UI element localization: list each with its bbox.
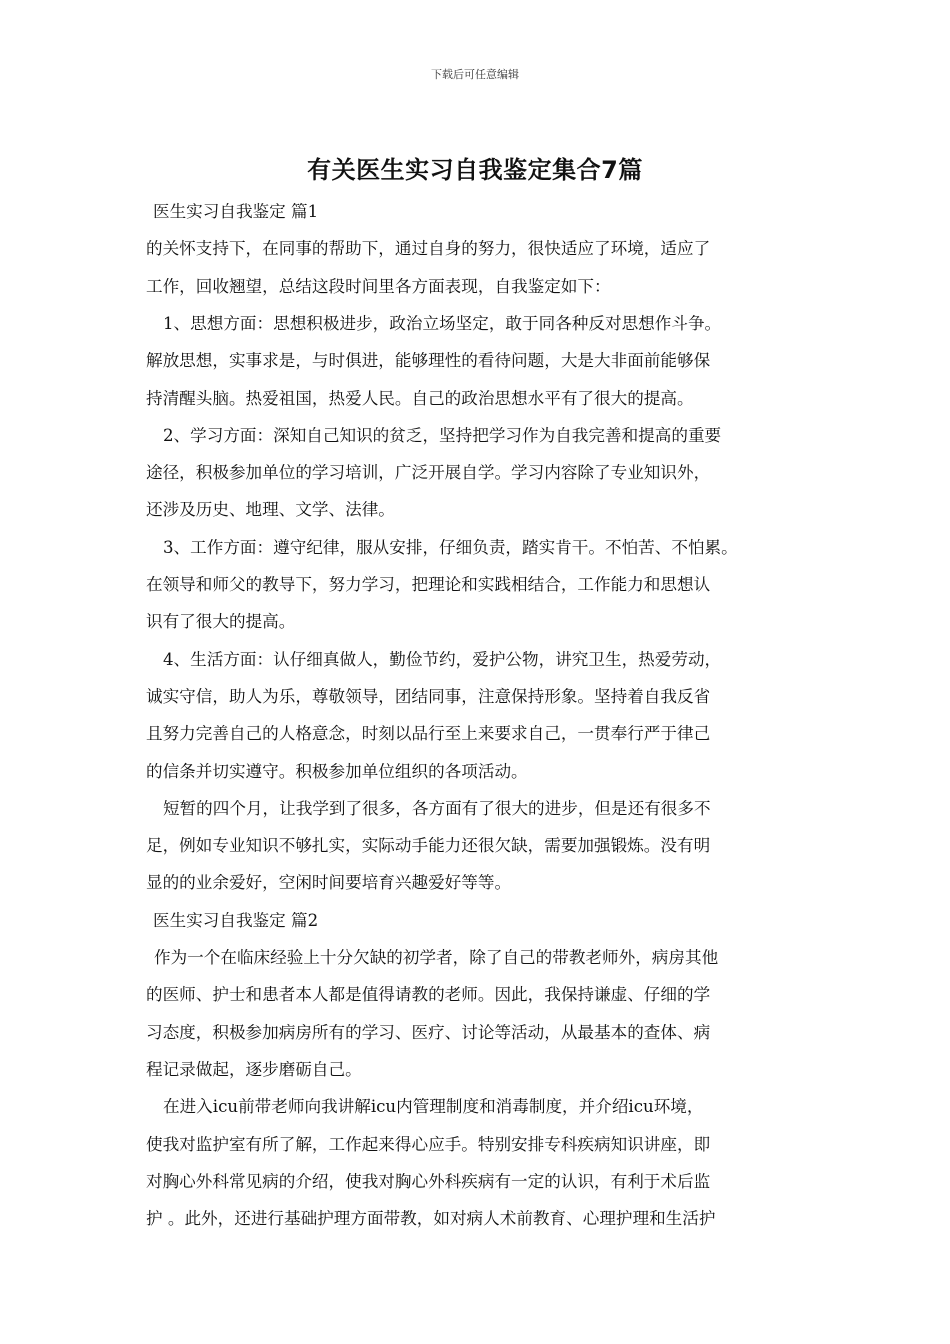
paragraph-line: 途径，积极参加单位的学习培训，广泛开展自学。学习内容除了专业知识外， <box>146 463 711 483</box>
page-header-note: 下载后可任意编辑 <box>431 68 519 81</box>
section-heading: 医生实习自我鉴定 篇2 <box>153 910 319 930</box>
paragraph-line: 2、学习方面：深知自己知识的贫乏，坚持把学习作为自我完善和提高的重要 <box>163 425 722 445</box>
paragraph-line: 显的的业余爱好，空闲时间要培育兴趣爱好等等。 <box>146 873 512 893</box>
paragraph-line: 短暂的四个月，让我学到了很多，各方面有了很大的进步，但是还有很多不 <box>163 798 711 818</box>
paragraph-line: 诚实守信，助人为乐，尊敬领导，团结同事，注意保持形象。坚持着自我反省 <box>146 686 711 706</box>
paragraph-line: 的关怀支持下，在同事的帮助下，通过自身的努力，很快适应了环境，适应了 <box>146 239 711 259</box>
paragraph-line: 解放思想，实事求是，与时俱进，能够理性的看待问题，大是大非面前能够保 <box>146 351 711 371</box>
paragraph-line: 足，例如专业知识不够扎实，实际动手能力还很欠缺，需要加强锻炼。没有明 <box>146 836 711 856</box>
paragraph-line: 工作，回收翘望，总结这段时间里各方面表现，自我鉴定如下： <box>146 276 611 296</box>
paragraph-line: 的医师、护士和患者本人都是值得请教的老师。因此，我保持谦虚、仔细的学 <box>146 985 711 1005</box>
paragraph-line: 习态度，积极参加病房所有的学习、医疗、讨论等活动，从最基本的查体、病 <box>146 1022 711 1042</box>
paragraph-line: 识有了很大的提高。 <box>146 612 296 632</box>
paragraph-line: 持清醒头脑。热爱祖国，热爱人民。自己的政治思想水平有了很大的提高。 <box>146 388 694 408</box>
paragraph-line: 对胸心外科常见病的介绍，使我对胸心外科疾病有一定的认识，有利于术后监 <box>146 1171 711 1191</box>
paragraph-line: 且努力完善自己的人格意念，时刻以品行至上来要求自己，一贯奉行严于律己 <box>146 724 711 744</box>
paragraph-line: 使我对监护室有所了解，工作起来得心应手。特别安排专科疾病知识讲座，即 <box>146 1134 711 1154</box>
paragraph-line: 护 。此外，还进行基础护理方面带教，如对病人术前教育、心理护理和生活护 <box>146 1209 716 1229</box>
paragraph-line: 作为一个在临床经验上十分欠缺的初学者，除了自己的带教老师外，病房其他 <box>154 948 719 967</box>
paragraph-line: 在进入icu前带老师向我讲解icu内管理制度和消毒制度，并介绍icu环境， <box>163 1097 704 1117</box>
paragraph-line: 还涉及历史、地理、文学、法律。 <box>146 500 395 520</box>
paragraph-line: 程记录做起，逐步磨砺自己。 <box>146 1059 362 1079</box>
paragraph-line: 3、工作方面：遵守纪律，服从安排，仔细负责，踏实肯干。不怕苦、不怕累。 <box>163 537 738 557</box>
paragraph-line: 1、思想方面：思想积极进步，政治立场坚定，敢于同各种反对思想作斗争。 <box>163 313 722 333</box>
section-heading: 医生实习自我鉴定 篇1 <box>153 202 319 221</box>
paragraph-line: 在领导和师父的教导下，努力学习，把理论和实践相结合，工作能力和思想认 <box>146 575 711 594</box>
paragraph-line: 4、生活方面：认仔细真做人，勤俭节约，爱护公物，讲究卫生，热爱劳动， <box>163 649 722 669</box>
paragraph-line: 的信条并切实遵守。积极参加单位组织的各项活动。 <box>146 761 528 781</box>
document-title: 有关医生实习自我鉴定集合7篇 <box>307 156 643 184</box>
